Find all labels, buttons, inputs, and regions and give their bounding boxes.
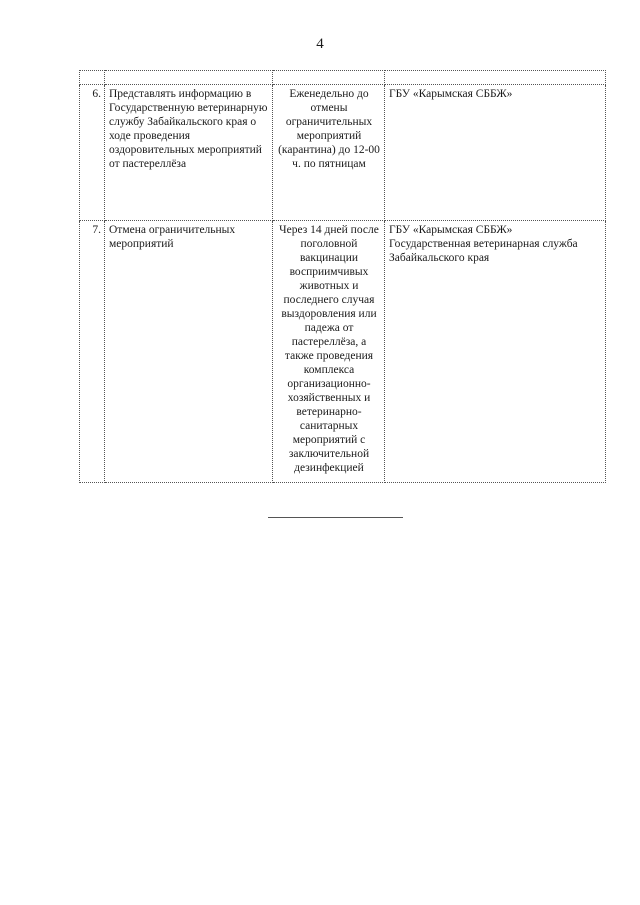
row-responsible [385,221,606,483]
header-cell-term [273,71,385,85]
row-number: 7. [80,221,105,483]
table-row [80,221,606,483]
header-cell-responsible [385,71,606,85]
responsible-line: Государственная ветеринарная служба Забайкальского края [389,238,578,264]
row-number: 6. [80,85,105,221]
table-header-row [80,71,606,85]
footer-divider [268,517,403,518]
row-responsible [385,85,606,221]
row-action: Отмена ограничительных мероприятий [105,221,273,483]
header-cell-action [105,71,273,85]
responsible-line: ГБУ «Карымская СББЖ» [389,224,513,236]
row-term: Через 14 дней после поголовной вакцинации восприимчивых животных и последнего случая выздоровления или падежа от пастереллёза, а также проведения комплекса организационно-хозяйственных и ветеринарно-санитарных мероприятий с заключительной дезинфекцией [273,221,385,483]
header-cell-num [80,71,105,85]
page-number: 4 [316,36,324,52]
row-term: Еженедельно до отмены ограничительных мероприятий (карантина) до 12-00 ч. по пятницам [273,85,385,221]
row-action: Представлять информацию в Государственную ветеринарную службу Забайкальского края о ходе проведения оздоровительных мероприятий от пастереллёза [105,85,273,221]
table-row [80,85,606,221]
measures-table [79,70,606,483]
responsible-line: ГБУ «Карымская СББЖ» [389,88,513,100]
